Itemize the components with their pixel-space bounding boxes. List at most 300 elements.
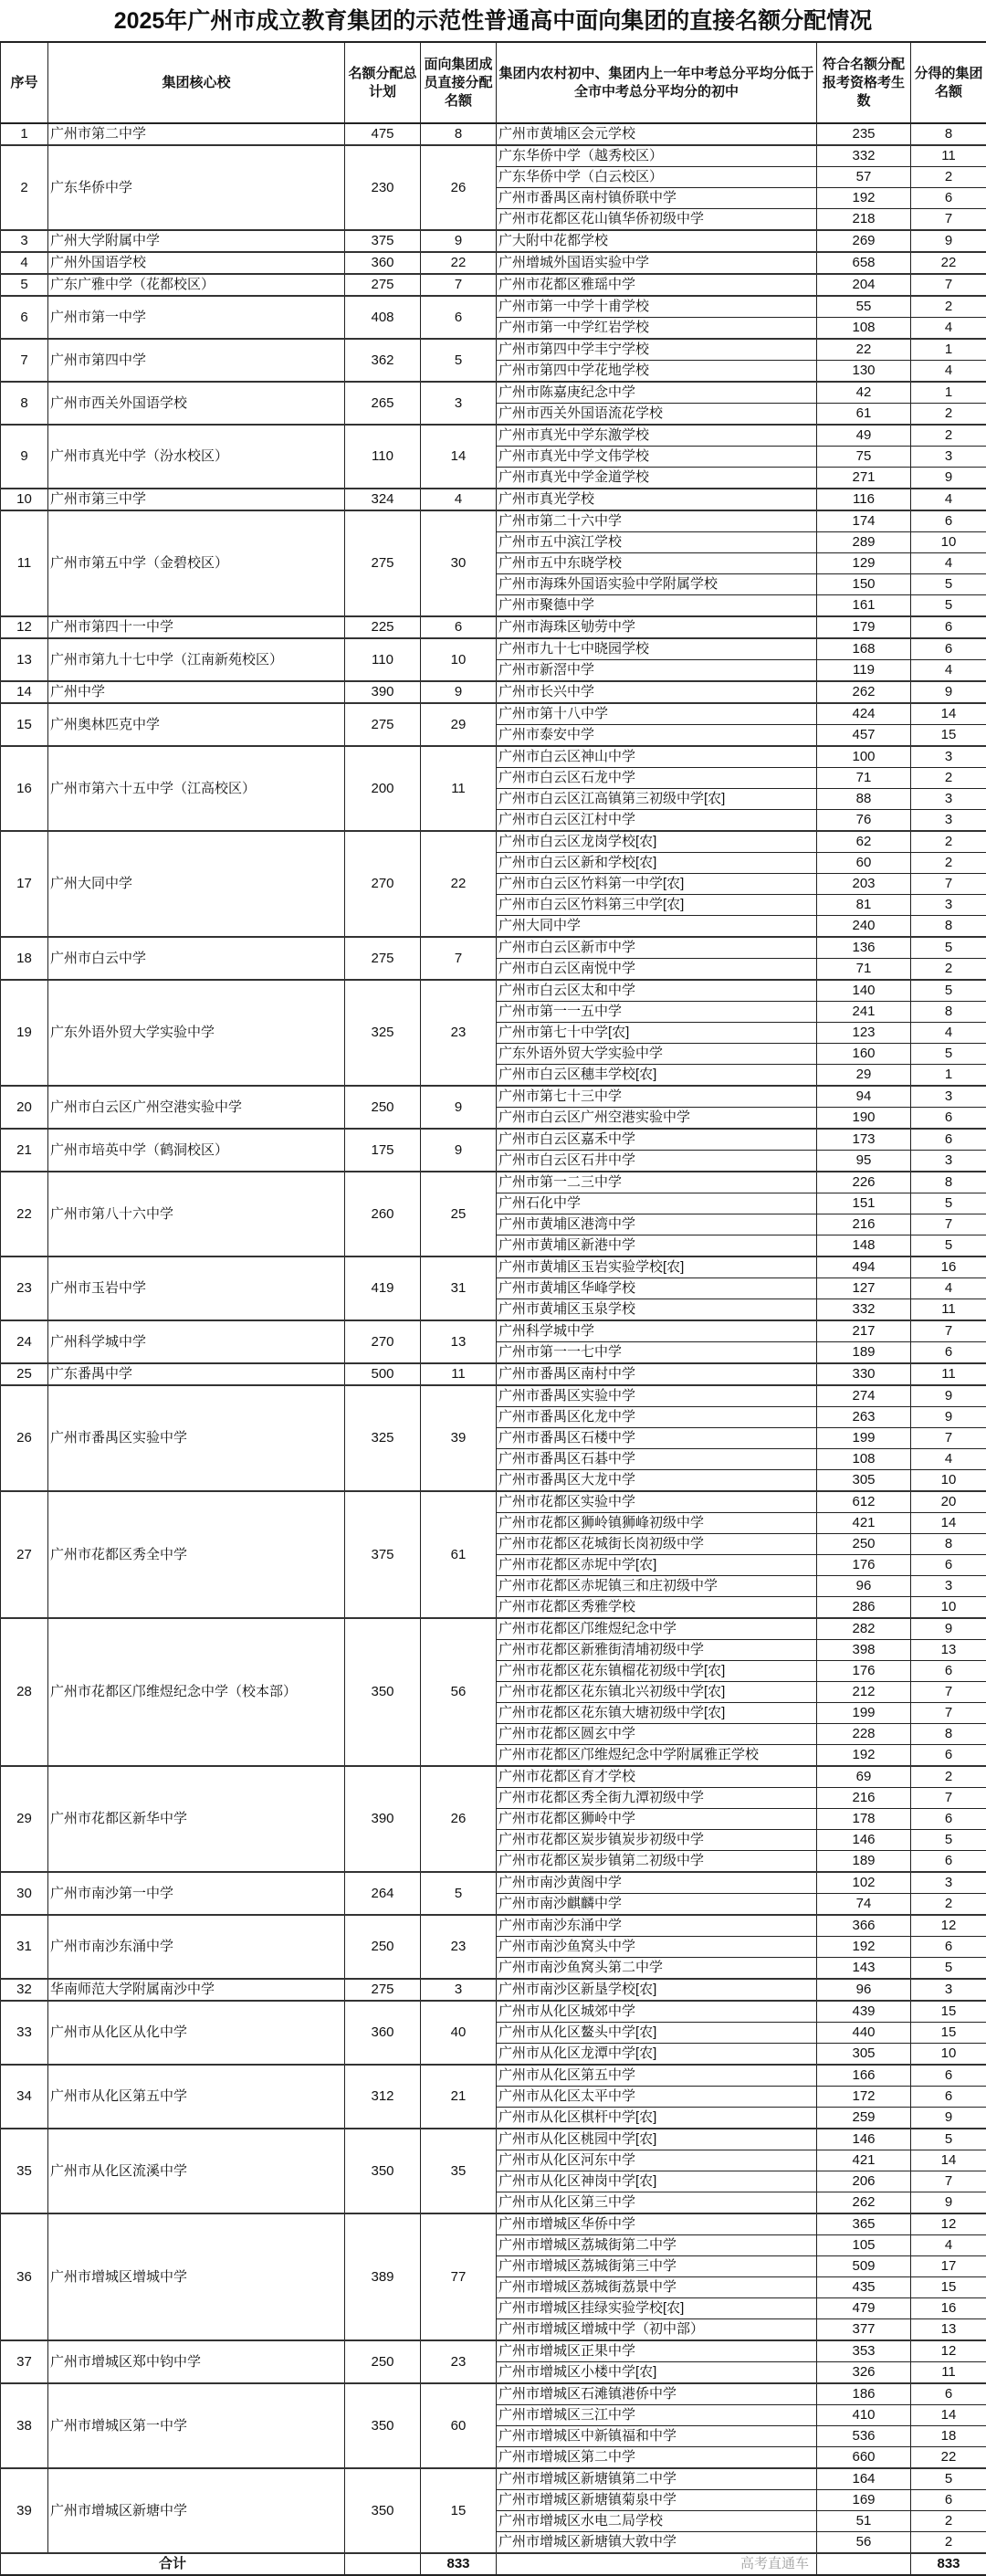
member-school: 广州市白云区南悦中学 xyxy=(497,959,817,981)
allocated-quota: 4 xyxy=(911,1278,986,1299)
table-row xyxy=(1,2213,986,2235)
table-row xyxy=(1,1320,986,1342)
core-school: 广州市增城区增城中学 xyxy=(48,2213,345,2340)
member-school: 广州市增城区小楼中学[农] xyxy=(497,2362,817,2384)
allocated-quota: 4 xyxy=(911,2235,986,2256)
core-school: 广州市真光中学（汾水校区） xyxy=(48,425,345,489)
total-plan: 312 xyxy=(345,2065,421,2129)
group-index: 30 xyxy=(1,1872,48,1915)
direct-quota: 39 xyxy=(421,1385,497,1491)
allocated-quota: 8 xyxy=(911,1724,986,1745)
member-school: 广州市第一中学红岩学校 xyxy=(497,318,817,340)
member-school: 广州市从化区龙潭中学[农] xyxy=(497,2044,817,2066)
header-eligible-count: 符合名额分配报考资格考生数 xyxy=(817,42,911,123)
eligible-count: 116 xyxy=(817,489,911,510)
allocated-quota: 9 xyxy=(911,681,986,703)
table-row xyxy=(1,1363,986,1385)
member-school: 广州市白云区竹料第一中学[农] xyxy=(497,874,817,895)
allocated-quota: 3 xyxy=(911,789,986,810)
eligible-count: 189 xyxy=(817,1851,911,1873)
table-row xyxy=(1,2129,986,2150)
core-school: 广州市从化区流溪中学 xyxy=(48,2129,345,2213)
header-index: 序号 xyxy=(1,42,48,123)
core-school: 广州市第五中学（金碧校区） xyxy=(48,510,345,616)
allocated-quota: 5 xyxy=(911,1193,986,1214)
core-school: 广州市花都区秀全中学 xyxy=(48,1491,345,1618)
group-index: 7 xyxy=(1,339,48,382)
core-school: 广州奥林匹克中学 xyxy=(48,703,345,746)
eligible-count: 262 xyxy=(817,681,911,703)
allocated-quota: 15 xyxy=(911,2023,986,2044)
allocated-quota: 4 xyxy=(911,1449,986,1470)
total-plan: 270 xyxy=(345,831,421,937)
member-school: 广州市增城区水电二局学校 xyxy=(497,2511,817,2532)
allocated-quota: 2 xyxy=(911,296,986,318)
core-school: 广州市白云区广州空港实验中学 xyxy=(48,1086,345,1129)
eligible-count: 241 xyxy=(817,1002,911,1023)
core-school: 广州市白云中学 xyxy=(48,937,345,980)
member-school: 广州市花都区狮岭中学 xyxy=(497,1809,817,1830)
member-school: 广州市真光中学东激学校 xyxy=(497,425,817,447)
member-school: 广州市花都区花山镇华侨初级中学 xyxy=(497,209,817,231)
eligible-count: 353 xyxy=(817,2340,911,2362)
table-row xyxy=(1,274,986,296)
eligible-count: 136 xyxy=(817,937,911,959)
member-school: 广州市花都区秀雅学校 xyxy=(497,1597,817,1619)
header-core-school: 集团核心校 xyxy=(48,42,345,123)
eligible-count: 102 xyxy=(817,1872,911,1894)
eligible-count: 161 xyxy=(817,595,911,617)
total-plan: 362 xyxy=(345,339,421,382)
group-index: 37 xyxy=(1,2340,48,2383)
eligible-count: 199 xyxy=(817,1703,911,1724)
total-plan: 110 xyxy=(345,638,421,681)
group-index: 10 xyxy=(1,489,48,510)
group-index: 5 xyxy=(1,274,48,296)
eligible-count: 96 xyxy=(817,1979,911,2001)
member-school: 广州市黄埔区新港中学 xyxy=(497,1235,817,1257)
table-row xyxy=(1,980,986,1002)
direct-quota: 6 xyxy=(421,296,497,339)
eligible-count: 203 xyxy=(817,874,911,895)
member-school: 广州科学城中学 xyxy=(497,1320,817,1342)
eligible-count: 271 xyxy=(817,468,911,489)
eligible-count: 366 xyxy=(817,1915,911,1937)
direct-quota: 9 xyxy=(421,1086,497,1129)
direct-quota: 5 xyxy=(421,1872,497,1915)
total-plan: 360 xyxy=(345,2001,421,2065)
eligible-count: 56 xyxy=(817,2532,911,2554)
direct-quota: 11 xyxy=(421,746,497,831)
allocated-quota: 4 xyxy=(911,318,986,340)
core-school: 广州大同中学 xyxy=(48,831,345,937)
eligible-count: 494 xyxy=(817,1256,911,1278)
allocated-quota: 2 xyxy=(911,1766,986,1788)
allocated-quota: 1 xyxy=(911,1065,986,1087)
member-school: 广州市九十七中晓园学校 xyxy=(497,638,817,660)
direct-quota: 14 xyxy=(421,425,497,489)
total-plan: 360 xyxy=(345,252,421,274)
total-member-empty xyxy=(497,2553,817,2575)
member-school: 广州市白云区广州空港实验中学 xyxy=(497,1108,817,1130)
member-school: 广州市增城区正果中学 xyxy=(497,2340,817,2362)
group-index: 29 xyxy=(1,1766,48,1872)
eligible-count: 440 xyxy=(817,2023,911,2044)
member-school: 广州市白云区穗丰学校[农] xyxy=(497,1065,817,1087)
eligible-count: 612 xyxy=(817,1491,911,1513)
group-index: 20 xyxy=(1,1086,48,1129)
total-plan: 250 xyxy=(345,2340,421,2383)
header-allocated-quota: 分得的集团名额 xyxy=(911,42,986,123)
member-school: 广州市第一一七中学 xyxy=(497,1342,817,1364)
group-index: 16 xyxy=(1,746,48,831)
allocated-quota: 2 xyxy=(911,2511,986,2532)
member-school: 广州市增城区挂绿实验学校[农] xyxy=(497,2298,817,2319)
eligible-count: 435 xyxy=(817,2277,911,2298)
allocation-table xyxy=(0,41,986,2576)
member-school: 广州市花都区花城街长岗初级中学 xyxy=(497,1534,817,1555)
member-school: 广州市花都区赤坭中学[农] xyxy=(497,1555,817,1576)
group-index: 22 xyxy=(1,1172,48,1256)
header-row xyxy=(1,42,986,123)
member-school: 广州市增城区三江中学 xyxy=(497,2405,817,2426)
group-index: 2 xyxy=(1,145,48,230)
direct-quota: 23 xyxy=(421,2340,497,2383)
direct-quota: 56 xyxy=(421,1618,497,1766)
allocated-quota: 14 xyxy=(911,2405,986,2426)
eligible-count: 658 xyxy=(817,252,911,274)
allocated-quota: 6 xyxy=(911,188,986,209)
member-school: 广州市第一中学十甫学校 xyxy=(497,296,817,318)
table-row xyxy=(1,510,986,532)
allocated-quota: 10 xyxy=(911,1597,986,1619)
allocated-quota: 4 xyxy=(911,361,986,383)
eligible-count: 108 xyxy=(817,1449,911,1470)
member-school: 广州市白云区江高镇第三初级中学[农] xyxy=(497,789,817,810)
group-index: 1 xyxy=(1,123,48,145)
allocated-quota: 17 xyxy=(911,2256,986,2277)
member-school: 广州市增城区增城中学（初中部） xyxy=(497,2319,817,2341)
member-school: 广州市从化区棋杆中学[农] xyxy=(497,2108,817,2129)
group-index: 34 xyxy=(1,2065,48,2129)
allocated-quota: 6 xyxy=(911,2490,986,2511)
total-plan: 250 xyxy=(345,1915,421,1979)
member-school: 广东华侨中学（白云校区） xyxy=(497,167,817,188)
eligible-count: 282 xyxy=(817,1618,911,1640)
eligible-count: 398 xyxy=(817,1640,911,1661)
total-row xyxy=(1,2553,986,2575)
member-school: 广州市西关外国语流花学校 xyxy=(497,404,817,426)
eligible-count: 176 xyxy=(817,1661,911,1682)
eligible-count: 172 xyxy=(817,2087,911,2108)
member-school: 广州市从化区第五中学 xyxy=(497,2065,817,2087)
core-school: 广州市增城区新塘中学 xyxy=(48,2468,345,2553)
member-school: 广州市真光学校 xyxy=(497,489,817,510)
eligible-count: 129 xyxy=(817,553,911,574)
table-row xyxy=(1,2065,986,2087)
total-plan: 250 xyxy=(345,1086,421,1129)
direct-quota: 3 xyxy=(421,1979,497,2001)
allocated-quota: 10 xyxy=(911,2044,986,2066)
member-school: 广州市番禺区实验中学 xyxy=(497,1385,817,1407)
member-school: 广州市第二十六中学 xyxy=(497,510,817,532)
allocated-quota: 2 xyxy=(911,831,986,853)
core-school: 广州市从化区从化中学 xyxy=(48,2001,345,2065)
table-row xyxy=(1,1491,986,1513)
allocated-quota: 8 xyxy=(911,1534,986,1555)
member-school: 广大附中花都学校 xyxy=(497,230,817,252)
core-school: 广州大学附属中学 xyxy=(48,230,345,252)
allocated-quota: 16 xyxy=(911,2298,986,2319)
eligible-count: 22 xyxy=(817,339,911,361)
total-label: 合计 xyxy=(1,2553,345,2575)
allocated-quota: 8 xyxy=(911,123,986,145)
allocated-quota: 10 xyxy=(911,532,986,553)
total-plan: 230 xyxy=(345,145,421,230)
eligible-count: 71 xyxy=(817,959,911,981)
member-school: 广州市番禺区大龙中学 xyxy=(497,1470,817,1492)
total-plan: 419 xyxy=(345,1256,421,1320)
member-school: 广州市番禺区南村中学 xyxy=(497,1363,817,1385)
eligible-count: 192 xyxy=(817,188,911,209)
eligible-count: 424 xyxy=(817,703,911,725)
table-row xyxy=(1,1915,986,1937)
eligible-count: 29 xyxy=(817,1065,911,1087)
total-plan: 110 xyxy=(345,425,421,489)
group-index: 12 xyxy=(1,616,48,638)
core-school: 广州市第二中学 xyxy=(48,123,345,145)
core-school: 广州市第八十六中学 xyxy=(48,1172,345,1256)
eligible-count: 192 xyxy=(817,1745,911,1767)
total-plan: 475 xyxy=(345,123,421,145)
member-school: 广州市增城区中新镇福和中学 xyxy=(497,2426,817,2447)
table-row xyxy=(1,489,986,510)
total-plan: 350 xyxy=(345,2129,421,2213)
total-plan: 275 xyxy=(345,274,421,296)
allocated-quota: 6 xyxy=(911,2383,986,2405)
allocated-quota: 5 xyxy=(911,1958,986,1980)
core-school: 广州市第三中学 xyxy=(48,489,345,510)
total-plan: 270 xyxy=(345,1320,421,1363)
member-school: 广州市真光中学文伟学校 xyxy=(497,447,817,468)
member-school: 广州市新滘中学 xyxy=(497,660,817,682)
allocated-quota: 3 xyxy=(911,1151,986,1172)
allocated-quota: 22 xyxy=(911,252,986,274)
member-school: 广州大同中学 xyxy=(497,916,817,938)
core-school: 广州市第四中学 xyxy=(48,339,345,382)
eligible-count: 216 xyxy=(817,1214,911,1235)
eligible-count: 332 xyxy=(817,1299,911,1321)
allocated-quota: 18 xyxy=(911,2426,986,2447)
eligible-count: 61 xyxy=(817,404,911,426)
eligible-count: 174 xyxy=(817,510,911,532)
allocated-quota: 5 xyxy=(911,1830,986,1851)
allocated-quota: 16 xyxy=(911,1256,986,1278)
allocated-quota: 11 xyxy=(911,1299,986,1321)
total-plan: 260 xyxy=(345,1172,421,1256)
direct-quota: 31 xyxy=(421,1256,497,1320)
eligible-count: 42 xyxy=(817,382,911,404)
allocated-quota: 1 xyxy=(911,382,986,404)
direct-quota: 25 xyxy=(421,1172,497,1256)
group-index: 25 xyxy=(1,1363,48,1385)
member-school: 广州市花都区花东镇大塘初级中学[农] xyxy=(497,1703,817,1724)
eligible-count: 74 xyxy=(817,1894,911,1916)
eligible-count: 166 xyxy=(817,2065,911,2087)
allocated-quota: 9 xyxy=(911,2108,986,2129)
group-index: 24 xyxy=(1,1320,48,1363)
eligible-count: 330 xyxy=(817,1363,911,1385)
allocated-quota: 6 xyxy=(911,1937,986,1958)
table-row xyxy=(1,382,986,404)
allocated-quota: 6 xyxy=(911,638,986,660)
allocated-quota: 5 xyxy=(911,980,986,1002)
total-plan: 500 xyxy=(345,1363,421,1385)
member-school: 广东华侨中学（越秀校区） xyxy=(497,145,817,167)
eligible-count: 305 xyxy=(817,1470,911,1492)
direct-quota: 7 xyxy=(421,274,497,296)
member-school: 广州市泰安中学 xyxy=(497,725,817,747)
allocated-quota: 3 xyxy=(911,895,986,916)
allocated-quota: 10 xyxy=(911,1470,986,1492)
member-school: 广州市从化区第三中学 xyxy=(497,2192,817,2214)
member-school: 广州市白云区新和学校[农] xyxy=(497,853,817,874)
member-school: 广州市白云区神山中学 xyxy=(497,746,817,768)
table-row xyxy=(1,252,986,274)
eligible-count: 76 xyxy=(817,810,911,832)
allocated-quota: 7 xyxy=(911,874,986,895)
member-school: 广州市白云区新市中学 xyxy=(497,937,817,959)
direct-quota: 15 xyxy=(421,2468,497,2553)
total-plan: 390 xyxy=(345,681,421,703)
eligible-count: 95 xyxy=(817,1151,911,1172)
member-school: 广州市增城区新塘镇菊泉中学 xyxy=(497,2490,817,2511)
eligible-count: 286 xyxy=(817,1597,911,1619)
direct-quota: 30 xyxy=(421,510,497,616)
allocated-quota: 7 xyxy=(911,209,986,231)
allocated-quota: 9 xyxy=(911,468,986,489)
allocated-quota: 9 xyxy=(911,1385,986,1407)
eligible-count: 377 xyxy=(817,2319,911,2341)
allocated-quota: 9 xyxy=(911,230,986,252)
total-plan: 375 xyxy=(345,230,421,252)
core-school: 广州市西关外国语学校 xyxy=(48,382,345,425)
direct-quota: 26 xyxy=(421,1766,497,1872)
group-index: 13 xyxy=(1,638,48,681)
eligible-count: 176 xyxy=(817,1555,911,1576)
direct-quota: 22 xyxy=(421,252,497,274)
eligible-count: 179 xyxy=(817,616,911,638)
allocated-quota: 7 xyxy=(911,1428,986,1449)
allocated-quota: 20 xyxy=(911,1491,986,1513)
direct-quota: 40 xyxy=(421,2001,497,2065)
total-plan: 324 xyxy=(345,489,421,510)
eligible-count: 250 xyxy=(817,1534,911,1555)
eligible-count: 55 xyxy=(817,296,911,318)
member-school: 广州市增城区石滩镇港侨中学 xyxy=(497,2383,817,2405)
eligible-count: 178 xyxy=(817,1809,911,1830)
core-school: 广州市南沙东涌中学 xyxy=(48,1915,345,1979)
direct-quota: 21 xyxy=(421,2065,497,2129)
member-school: 广州市白云区龙岗学校[农] xyxy=(497,831,817,853)
table-row xyxy=(1,145,986,167)
member-school: 广州市黄埔区玉泉学校 xyxy=(497,1299,817,1321)
member-school: 广州市第十八中学 xyxy=(497,703,817,725)
member-school: 广州市增城区新塘镇第二中学 xyxy=(497,2468,817,2490)
group-index: 23 xyxy=(1,1256,48,1320)
eligible-count: 57 xyxy=(817,167,911,188)
eligible-count: 75 xyxy=(817,447,911,468)
eligible-count: 148 xyxy=(817,1235,911,1257)
eligible-count: 263 xyxy=(817,1407,911,1428)
allocated-quota: 11 xyxy=(911,2362,986,2384)
group-index: 33 xyxy=(1,2001,48,2065)
eligible-count: 217 xyxy=(817,1320,911,1342)
table-row xyxy=(1,1256,986,1278)
member-school: 广州市白云区太和中学 xyxy=(497,980,817,1002)
eligible-count: 269 xyxy=(817,230,911,252)
total-plan: 390 xyxy=(345,1766,421,1872)
table-row xyxy=(1,2383,986,2405)
allocated-quota: 5 xyxy=(911,2129,986,2150)
allocated-quota: 22 xyxy=(911,2447,986,2469)
group-index: 4 xyxy=(1,252,48,274)
eligible-count: 100 xyxy=(817,746,911,768)
eligible-count: 51 xyxy=(817,2511,911,2532)
member-school: 广州市花都区邝维煜纪念中学附属雅正学校 xyxy=(497,1745,817,1767)
table-row xyxy=(1,296,986,318)
eligible-count: 199 xyxy=(817,1428,911,1449)
member-school: 广州市花都区雅瑶中学 xyxy=(497,274,817,296)
group-index: 17 xyxy=(1,831,48,937)
eligible-count: 479 xyxy=(817,2298,911,2319)
total-plan: 265 xyxy=(345,382,421,425)
member-school: 广州市第七十中学[农] xyxy=(497,1023,817,1044)
allocated-quota: 14 xyxy=(911,703,986,725)
group-index: 35 xyxy=(1,2129,48,2213)
direct-quota: 7 xyxy=(421,937,497,980)
eligible-count: 421 xyxy=(817,1513,911,1534)
allocated-quota: 7 xyxy=(911,1320,986,1342)
table-row xyxy=(1,1979,986,2001)
member-school: 广州市南沙鱼窝头第二中学 xyxy=(497,1958,817,1980)
eligible-count: 216 xyxy=(817,1788,911,1809)
core-school: 广州外国语学校 xyxy=(48,252,345,274)
table-row xyxy=(1,1086,986,1108)
eligible-count: 160 xyxy=(817,1044,911,1065)
eligible-count: 212 xyxy=(817,1682,911,1703)
member-school: 广州市第七十三中学 xyxy=(497,1086,817,1108)
allocated-quota: 5 xyxy=(911,1044,986,1065)
table-row xyxy=(1,638,986,660)
direct-quota: 60 xyxy=(421,2383,497,2468)
eligible-count: 151 xyxy=(817,1193,911,1214)
table-row xyxy=(1,2001,986,2023)
allocated-quota: 5 xyxy=(911,595,986,617)
member-school: 广州市番禺区石楼中学 xyxy=(497,1428,817,1449)
member-school: 广州市陈嘉庚纪念中学 xyxy=(497,382,817,404)
member-school: 广州市聚德中学 xyxy=(497,595,817,617)
eligible-count: 119 xyxy=(817,660,911,682)
member-school: 广州市番禺区石碁中学 xyxy=(497,1449,817,1470)
allocated-quota: 6 xyxy=(911,1342,986,1364)
allocated-quota: 6 xyxy=(911,2087,986,2108)
direct-quota: 13 xyxy=(421,1320,497,1363)
member-school: 广州市第一二三中学 xyxy=(497,1172,817,1193)
total-plan: 275 xyxy=(345,703,421,746)
total-eligible-empty xyxy=(817,2553,911,2575)
core-school: 广州市南沙第一中学 xyxy=(48,1872,345,1915)
